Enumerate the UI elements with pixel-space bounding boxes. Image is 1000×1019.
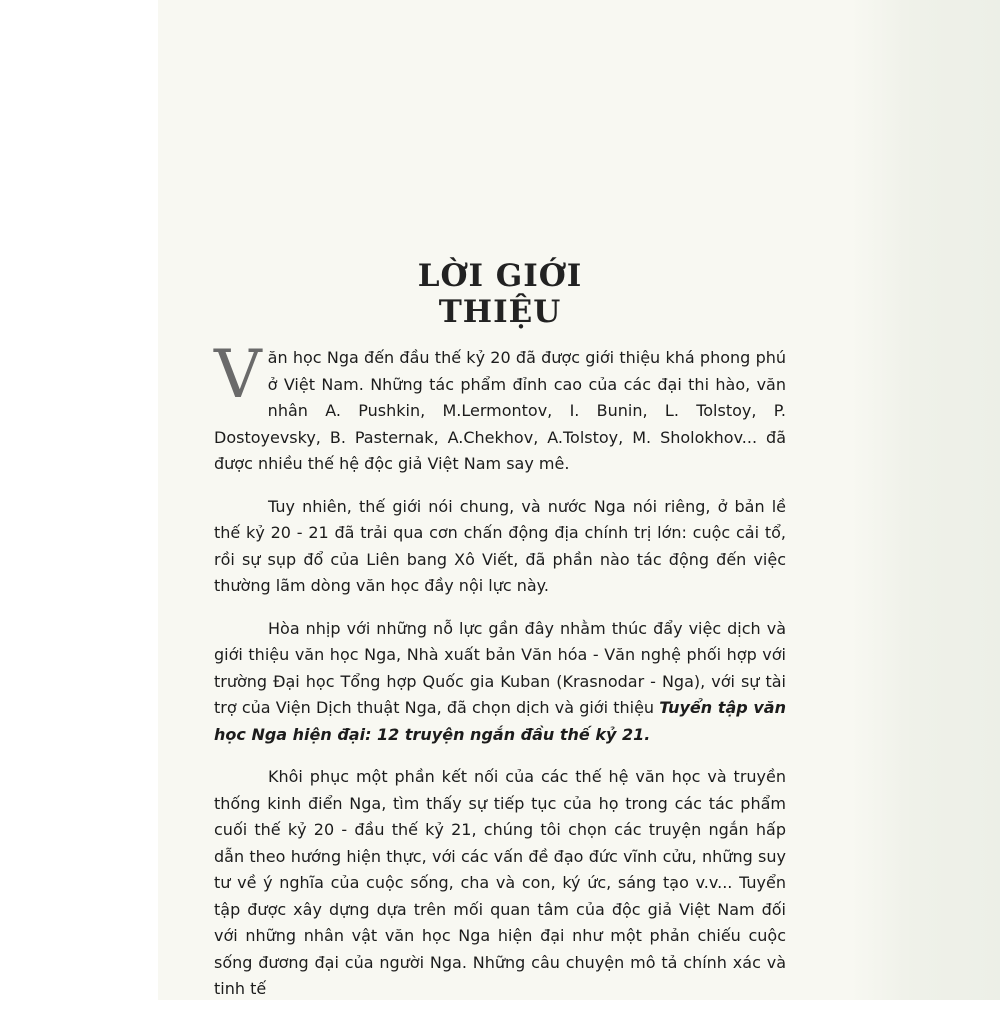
drop-cap: V	[214, 336, 262, 413]
paragraph-1-text: ăn học Nga đến đầu thế kỷ 20 đã được giới thiệu khá phong phú ở Việt Nam. Những tác phẩm đỉnh cao của các đại thi hào, văn nhân A. Pushkin, M.Lermontov, I. Bunin, L. Tolstoy, P. Dostoyevsky, B. Pasternak, A.Chekhov, A.Tolstoy, M. Sholokhov... đã được nhiều thế hệ độc giả Việt Nam say mê.	[214, 348, 786, 473]
paragraph-2: Tuy nhiên, thế giới nói chung, và nước Nga nói riêng, ở bản lề thế kỷ 20 - 21 đã trải qua cơn chấn động địa chính trị lớn: cuộc cải tổ, rồi sự sụp đổ của Liên bang Xô Viết, đã phần nào tác động đến việc thường lãm dòng văn học đầy nội lực này.	[214, 496, 786, 595]
paragraph-1	[214, 336, 786, 478]
paragraph-4: Khôi phục một phần kết nối của các thế hệ văn học và truyền thống kinh điển Nga, tìm thấy sự tiếp tục của họ trong các tác phẩm cuối thế kỷ 20 - đầu thế kỷ 21, chúng tôi chọn các truyện ngắn hấp dẫn theo hướng hiện thực, với các vấn đề đạo đức vĩnh cửu, những suy tư về ý nghĩa của cuộc sống, cha và con, ký ức, sáng tạo v.v... Tuyển tập được xây dựng dựa trên mối quan tâm của độc giả Việt Nam đối với những nhân vật văn học Nga hiện đại như một phản chiếu cuộc sống đương đại của người Nga. Những câu chuyện mô tả chính xác và tinh tế	[214, 767, 786, 998]
page-title: LỜI GIỚI THIỆU	[417, 258, 583, 330]
paragraph-3-text: Hòa nhịp với những nỗ lực gần đây nhằm thúc đẩy việc dịch và giới thiệu văn học Nga, Nhà xuất bản Văn hóa - Văn nghệ phối hợp với trường Đại học Tổng hợp Quốc gia Kuban (Krasnodar - Nga), với sự tài trợ của Viện Dịch thuật Nga, đã chọn dịch và giới thiệu	[214, 618, 786, 717]
book-title-emphasis: Tuyển tập văn học Nga hiện đại: 12 truyện ngắn đầu thế kỷ 21.	[214, 698, 786, 744]
body-text	[214, 336, 786, 1019]
paragraph-3	[214, 616, 786, 749]
